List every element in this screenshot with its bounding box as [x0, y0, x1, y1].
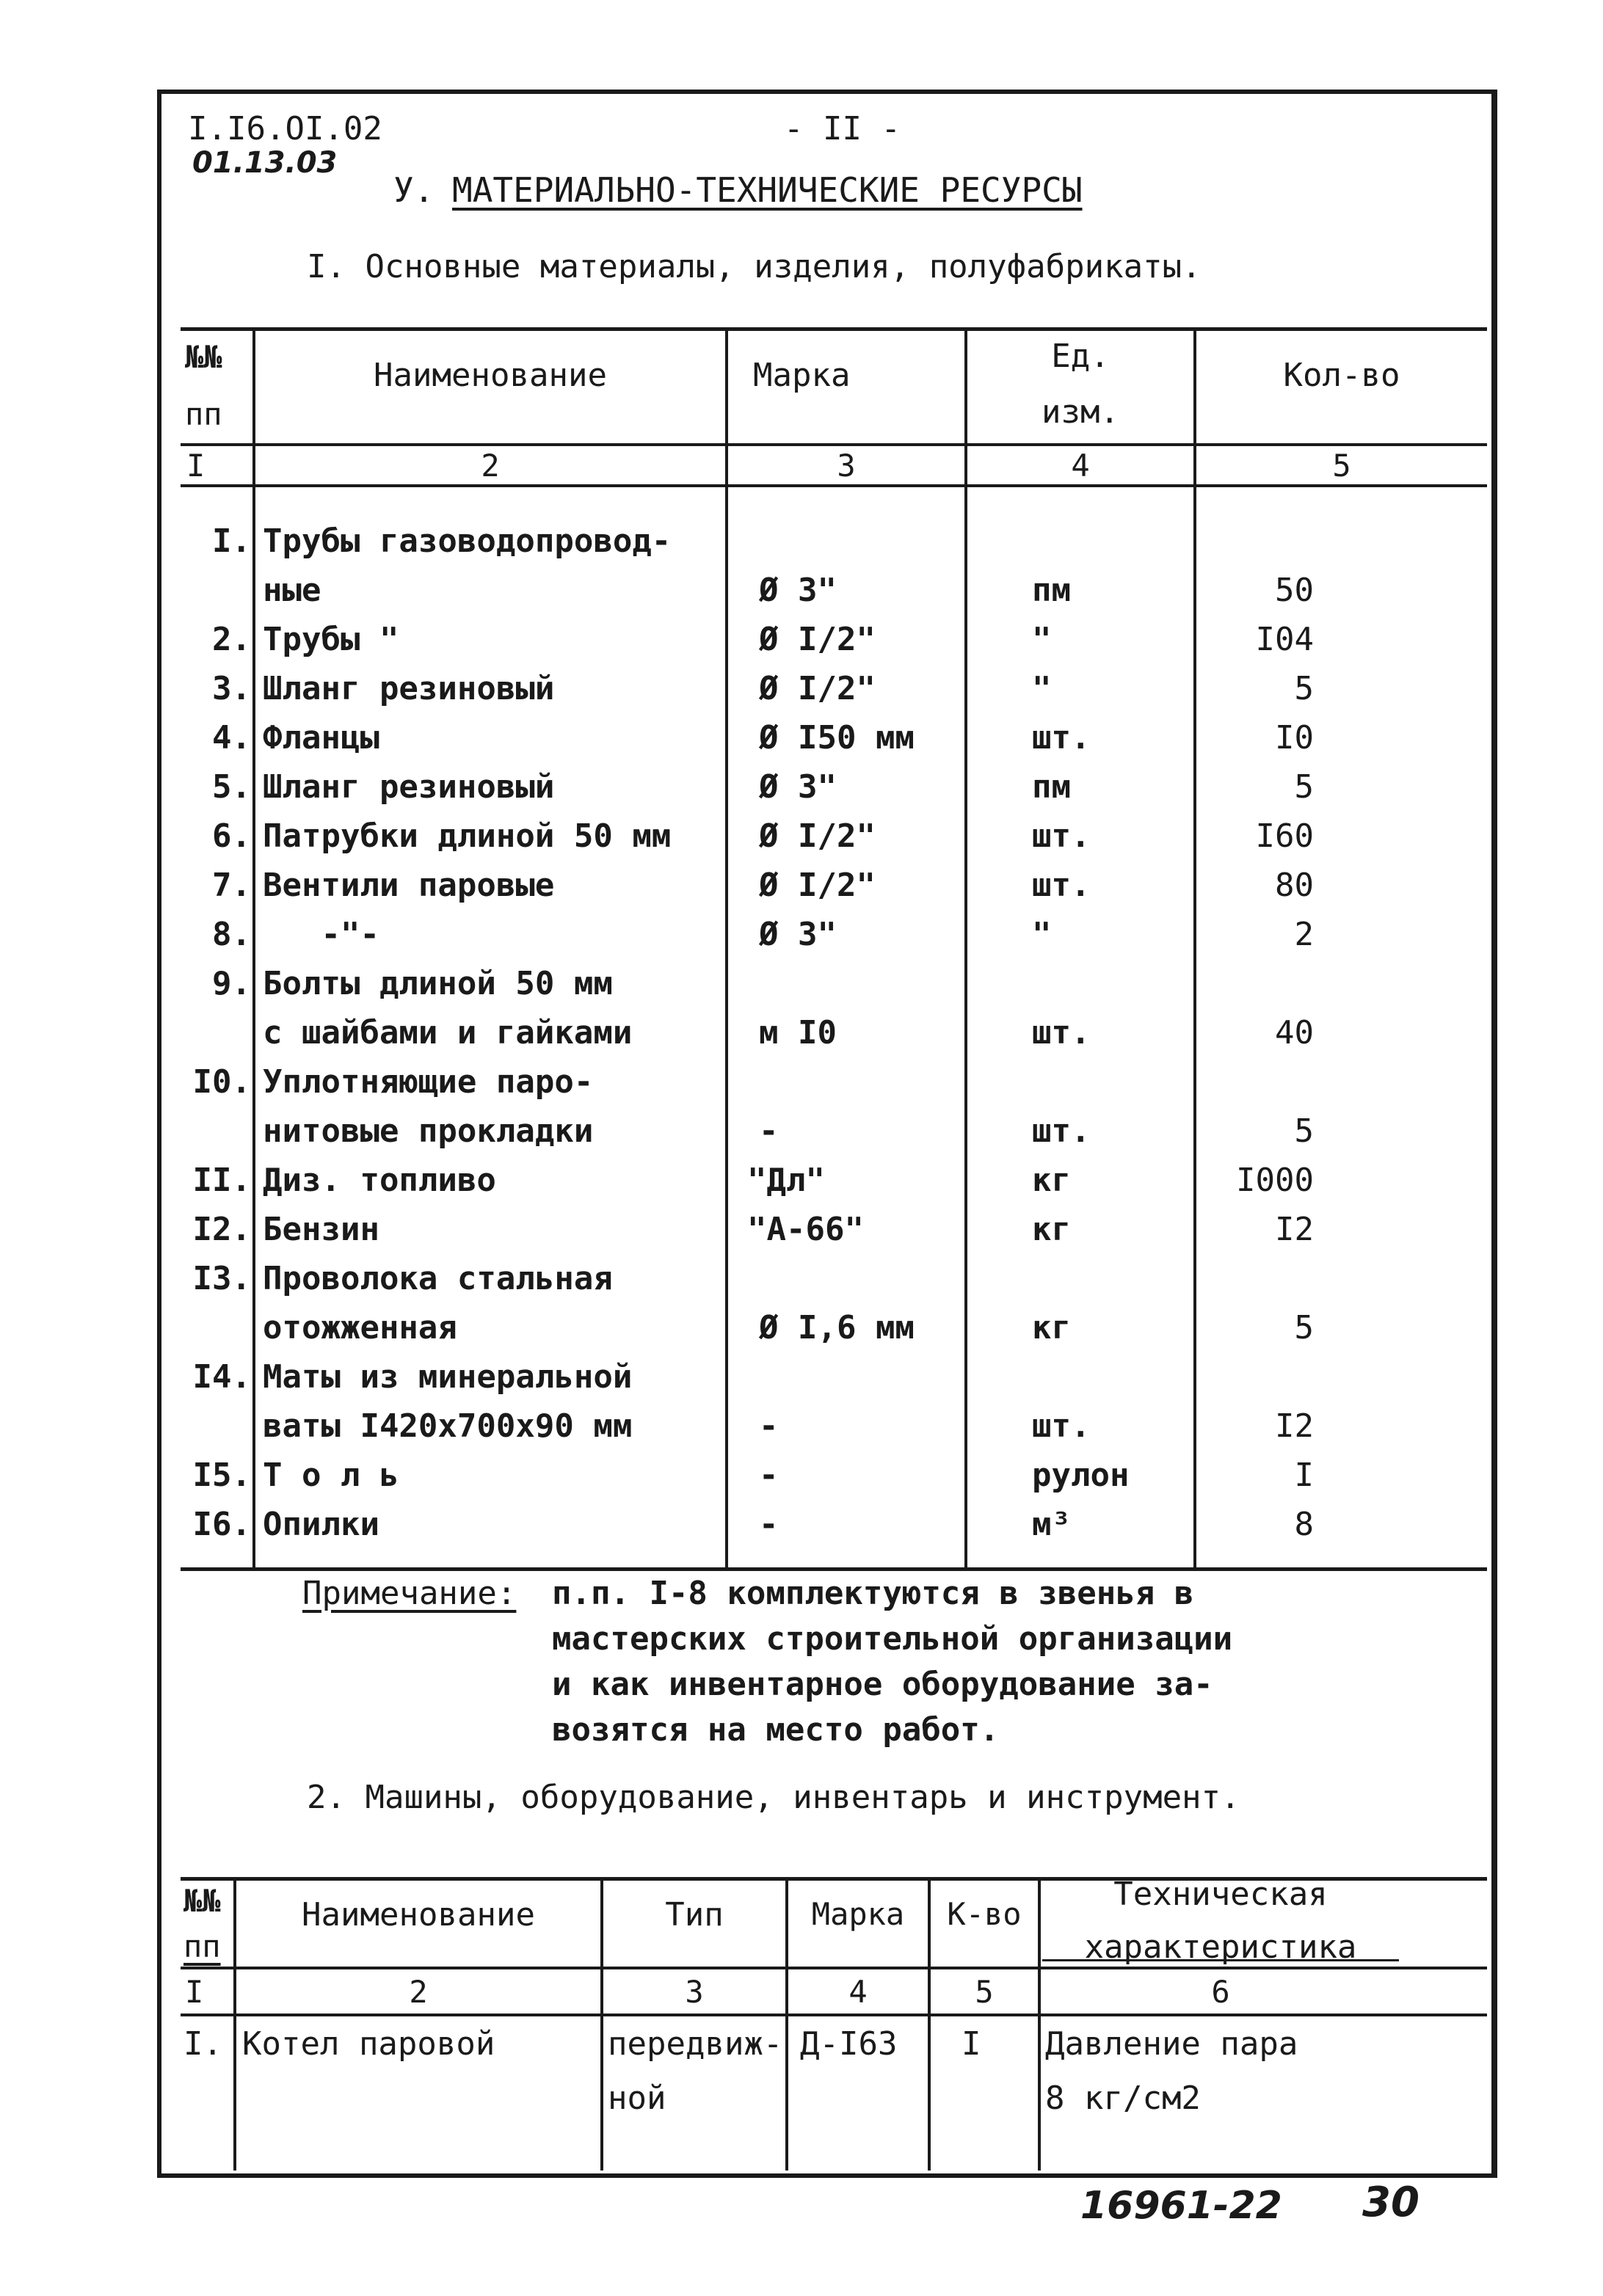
table-row-unit: шт.: [1032, 1112, 1091, 1150]
table-row-qty: 5: [1294, 1112, 1314, 1150]
note-line: возятся на место работ.: [552, 1711, 1000, 1749]
table-row-name: ные: [263, 572, 321, 609]
t1-header-unit: Ед.: [1051, 338, 1110, 375]
table-row-num: I3.: [192, 1260, 251, 1297]
subsection-2-title: 2. Машины, оборудование, инвентарь и инструмент.: [307, 1779, 1240, 1816]
table-row-num: II.: [192, 1162, 251, 1199]
table-row-mark: "Дл": [747, 1162, 825, 1199]
t2-colnum-3: 3: [685, 1974, 704, 2010]
table-row-tech: Давление пара: [1045, 2025, 1298, 2063]
t1-header-mark: Марка: [753, 357, 851, 394]
stamp-code: 16961-22: [1080, 2184, 1282, 2228]
table-row-num: 4.: [212, 719, 251, 757]
table-row-name: Диз. топливо: [263, 1162, 496, 1199]
table-row-name: Маты из минеральной: [263, 1358, 633, 1396]
t1-header-qty: Кол-во: [1283, 357, 1400, 394]
table-row-unit: рулон: [1032, 1457, 1130, 1494]
t2-header-qty: К-во: [947, 1896, 1022, 1932]
table-row-num: I6.: [192, 1506, 251, 1543]
table-row-num: 7.: [212, 867, 251, 904]
table-row-unit: шт.: [1032, 1407, 1091, 1445]
table-row-qty: 40: [1275, 1014, 1314, 1052]
table-row-name: Бензин: [263, 1211, 379, 1248]
t2-header-name: Наименование: [302, 1896, 535, 1934]
t1-header-num-2: пп: [185, 396, 222, 432]
table-row-unit: м³: [1032, 1506, 1071, 1543]
table-row-qty: I000: [1236, 1162, 1314, 1199]
t1-colnum-2: 2: [481, 448, 500, 484]
section-title: МАТЕРИАЛЬНО-ТЕХНИЧЕСКИЕ РЕСУРСЫ: [452, 170, 1083, 210]
table-row-mark: Ø I50 мм: [759, 719, 915, 757]
table-row-num: 8.: [212, 916, 251, 953]
table-row-name: -"-: [263, 916, 379, 953]
note-label: Примечание:: [302, 1575, 517, 1612]
table-row-unit: шт.: [1032, 1014, 1091, 1052]
t2-colnum-6: 6: [1211, 1974, 1230, 2010]
table-row-mark: Д-I63: [800, 2025, 898, 2063]
table-row-mark: Ø 3": [759, 572, 837, 609]
table-row-name: Болты длиной 50 мм: [263, 965, 613, 1002]
table-row-name: Шланг резиновый: [263, 768, 555, 806]
t2-header-mark: Марка: [811, 1896, 905, 1932]
table-row-mark: Ø I/2": [759, 867, 876, 904]
section-title-prefix: У.: [393, 170, 435, 210]
table-row-num: I.: [212, 522, 251, 560]
table-row-qty: I04: [1255, 621, 1314, 658]
table-row-qty: I2: [1275, 1407, 1314, 1445]
table-row-qty: I0: [1275, 719, 1314, 757]
table-row-name: Опилки: [263, 1506, 379, 1543]
table-row-qty: 80: [1275, 867, 1314, 904]
table-row-num: I5.: [192, 1457, 251, 1494]
note-line: п.п. I-8 комплектуются в звенья в: [552, 1575, 1194, 1612]
table-row-num: I0.: [192, 1063, 251, 1101]
t2-colnum-4: 4: [848, 1974, 868, 2010]
table-row-mark: "А-66": [747, 1211, 864, 1248]
table-row-mark: -: [759, 1506, 779, 1543]
doc-code-handwritten: 01.13.03: [192, 146, 338, 180]
table-row-qty: 8: [1294, 1506, 1314, 1543]
table-row-unit: пм: [1032, 572, 1071, 609]
table-row-unit: шт.: [1032, 867, 1091, 904]
table-row-mark: Ø 3": [759, 768, 837, 806]
table-row-name: нитовые прокладки: [263, 1112, 594, 1150]
table-row-qty: 2: [1294, 916, 1314, 953]
table-row-num: 9.: [212, 965, 251, 1002]
table-row-qty: 5: [1294, 1309, 1314, 1346]
table-row-qty: 50: [1275, 572, 1314, 609]
table-row-mark: Ø I,6 мм: [759, 1309, 915, 1346]
table-row-num: 3.: [212, 670, 251, 707]
table-row-unit: кг: [1032, 1309, 1071, 1346]
table-row-name: Трубы газоводопровод-: [263, 522, 672, 560]
t2-header-tech: Техническая: [1113, 1876, 1328, 1913]
table-row-mark: Ø I/2": [759, 621, 876, 658]
table-row-name: Котел паровой: [242, 2025, 495, 2063]
table-row-name: с шайбами и гайками: [263, 1014, 633, 1052]
table-row-mark: Ø I/2": [759, 817, 876, 855]
table-row-mark: Ø 3": [759, 916, 837, 953]
t2-header-num-2: пп: [183, 1928, 221, 1964]
table-row-name: отожженная: [263, 1309, 457, 1346]
table-row-qty: I2: [1275, 1211, 1314, 1248]
page-number: - II -: [784, 110, 901, 147]
t2-colnum-5: 5: [975, 1974, 994, 2010]
table-row-tech: 8 кг/см2: [1045, 2080, 1201, 2117]
table-row-num: I2.: [192, 1211, 251, 1248]
table-row-name: Уплотняющие паро-: [263, 1063, 594, 1101]
table-row-type: передвиж-: [608, 2025, 783, 2063]
table-row-qty: I: [962, 2025, 981, 2063]
table-row-unit: ": [1032, 621, 1052, 658]
subsection-1-title: I. Основные материалы, изделия, полуфабрикаты.: [307, 248, 1202, 285]
table-row-unit: ": [1032, 670, 1052, 707]
table-row-qty: I60: [1255, 817, 1314, 855]
table-row-type: ной: [608, 2080, 666, 2117]
table-row-unit: пм: [1032, 768, 1071, 806]
table-row-name: Вентили паровые: [263, 867, 555, 904]
t2-header-tech-2: характеристика: [1084, 1928, 1357, 1966]
table-row-unit: кг: [1032, 1211, 1071, 1248]
table-row-unit: ": [1032, 916, 1052, 953]
table-row-num: 6.: [212, 817, 251, 855]
table-row-mark: Ø I/2": [759, 670, 876, 707]
note-line: мастерских строительной организации: [552, 1620, 1233, 1658]
table-row-mark: м I0: [759, 1014, 837, 1052]
table-row-name: Шланг резиновый: [263, 670, 555, 707]
t1-colnum-5: 5: [1332, 448, 1351, 484]
table-row-name: Трубы ": [263, 621, 399, 658]
t2-header-type: Тип: [665, 1896, 724, 1934]
table-row-qty: I: [1294, 1457, 1314, 1494]
doc-code: I.I6.OI.02: [188, 110, 382, 147]
table-row-name: Патрубки длиной 50 мм: [263, 817, 672, 855]
t2-colnum-1: I: [185, 1974, 204, 2010]
table-row-num: I4.: [192, 1358, 251, 1396]
table-row-qty: 5: [1294, 670, 1314, 707]
table-row-unit: кг: [1032, 1162, 1071, 1199]
t1-colnum-1: I: [186, 448, 206, 484]
table-row-unit: шт.: [1032, 817, 1091, 855]
table-row-mark: -: [759, 1112, 779, 1150]
table-row-mark: -: [759, 1457, 779, 1494]
t2-header-num: №№: [183, 1883, 221, 1919]
table-row-qty: 5: [1294, 768, 1314, 806]
table-row-num: I.: [183, 2025, 222, 2063]
sheet-number: 30: [1362, 2179, 1420, 2226]
table-row-mark: -: [759, 1407, 779, 1445]
table-row-name: Фланцы: [263, 719, 379, 757]
t1-header-unit-2: изм.: [1042, 393, 1119, 431]
t1-colnum-4: 4: [1071, 448, 1090, 484]
note-line: и как инвентарное оборудование за-: [552, 1666, 1213, 1703]
t1-header-num: №№: [185, 339, 222, 375]
t2-colnum-2: 2: [409, 1974, 428, 2010]
table-row-num: 5.: [212, 768, 251, 806]
table-row-name: ваты I420x700x90 мм: [263, 1407, 633, 1445]
table-row-unit: шт.: [1032, 719, 1091, 757]
t1-colnum-3: 3: [837, 448, 856, 484]
table-row-name: Т о л ь: [263, 1457, 399, 1494]
t1-header-name: Наименование: [374, 357, 607, 394]
table-row-num: 2.: [212, 621, 251, 658]
table-row-name: Проволока стальная: [263, 1260, 613, 1297]
